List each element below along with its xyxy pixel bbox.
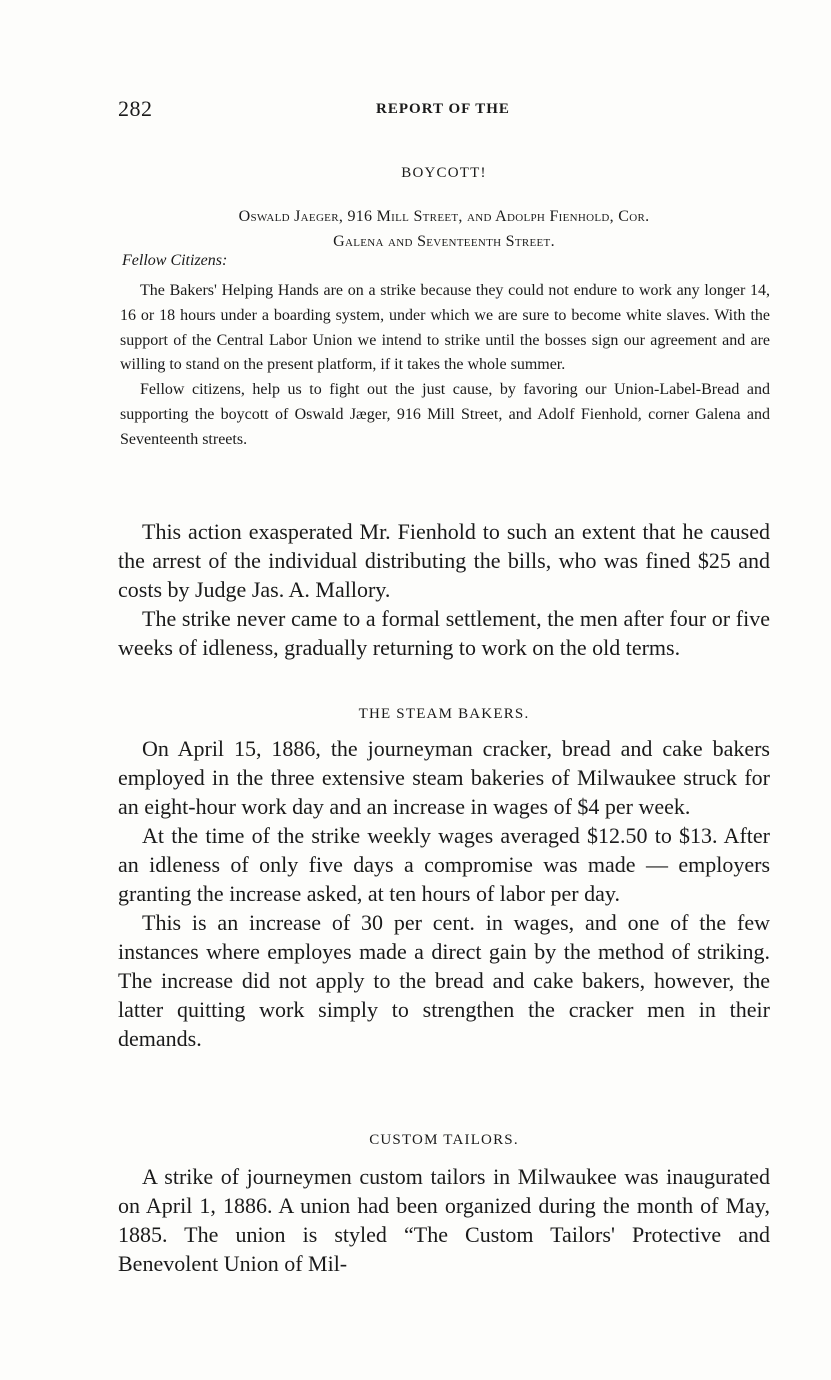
body-paragraph: A strike of journeymen custom tailors in Milwaukee was inaugurated on April 1, 1886. A union had been organized during the month of May, 1885. The union is styled “The Custom Tailors' Protective and Benevolent Union of Mil- bbox=[118, 1164, 770, 1276]
body-paragraph: The strike never came to a formal settlement, the men after four or five weeks of idleness, gradually returning to work on the old terms. bbox=[118, 606, 770, 660]
page-number: 282 bbox=[118, 96, 153, 121]
section-steam-bakers bbox=[118, 734, 770, 1053]
handbill-paragraph: The Bakers' Helping Hands are on a strike because they could not endure to work any longer 14, 16 or 18 hours under a boarding system, under which we are sure to become white slaves. With the support of the Central Labor Union we intend to strike until the bosses sign our agreement and are willing to stand on the present platform, if it takes the whole summer. bbox=[120, 282, 770, 374]
handbill-paragraph: Fellow citizens, help us to fight out the just cause, by favoring our Union-Label-Bread and supporting the boycott of Oswald Jæger, 916 Mill Street, and Adolf Fienhold, corner Galena and Seventeenth streets. bbox=[120, 381, 770, 448]
body-paragraph: At the time of the strike weekly wages averaged $12.50 to $13. After an idleness of only five days a compromise was made — employers granting the increase asked, at ten hours of labor per day. bbox=[118, 823, 770, 906]
handbill-body bbox=[120, 279, 770, 453]
body-paragraph: This is an increase of 30 per cent. in wages, and one of the few instances where employes made a direct gain by the method of striking. The increase did not apply to the bread and cake bakers, however, the latter quitting work simply to strengthen the cracker men in their demands. bbox=[118, 910, 770, 1051]
page-header bbox=[118, 96, 768, 126]
section-heading-steam-bakers: THE STEAM BAKERS. bbox=[358, 706, 530, 722]
salutation: Fellow Citizens: bbox=[122, 252, 228, 269]
address-line-1: Oswald Jaeger, 916 Mill Street, and Adolph Fienhold, Cor. bbox=[238, 208, 650, 225]
body-paragraph: On April 15, 1886, the journeyman cracker, bread and cake bakers employed in the three extensive steam bakeries of Milwaukee struck for an eight-hour work day and an increase in wages of $4 per week. bbox=[118, 736, 770, 819]
address-line-2: Galena and Seventeenth Street. bbox=[333, 233, 555, 250]
handbill-title: BOYCOTT! bbox=[401, 165, 487, 181]
section-heading-custom-tailors: CUSTOM TAILORS. bbox=[369, 1132, 519, 1148]
handbill-address bbox=[118, 204, 770, 254]
section-custom-tailors bbox=[118, 1162, 770, 1278]
running-head: REPORT OF THE bbox=[376, 101, 510, 117]
section-aftermath bbox=[118, 517, 770, 662]
body-paragraph: This action exasperated Mr. Fienhold to such an extent that he caused the arrest of the individual distributing the bills, who was fined $25 and costs by Judge Jas. A. Mallory. bbox=[118, 519, 770, 602]
